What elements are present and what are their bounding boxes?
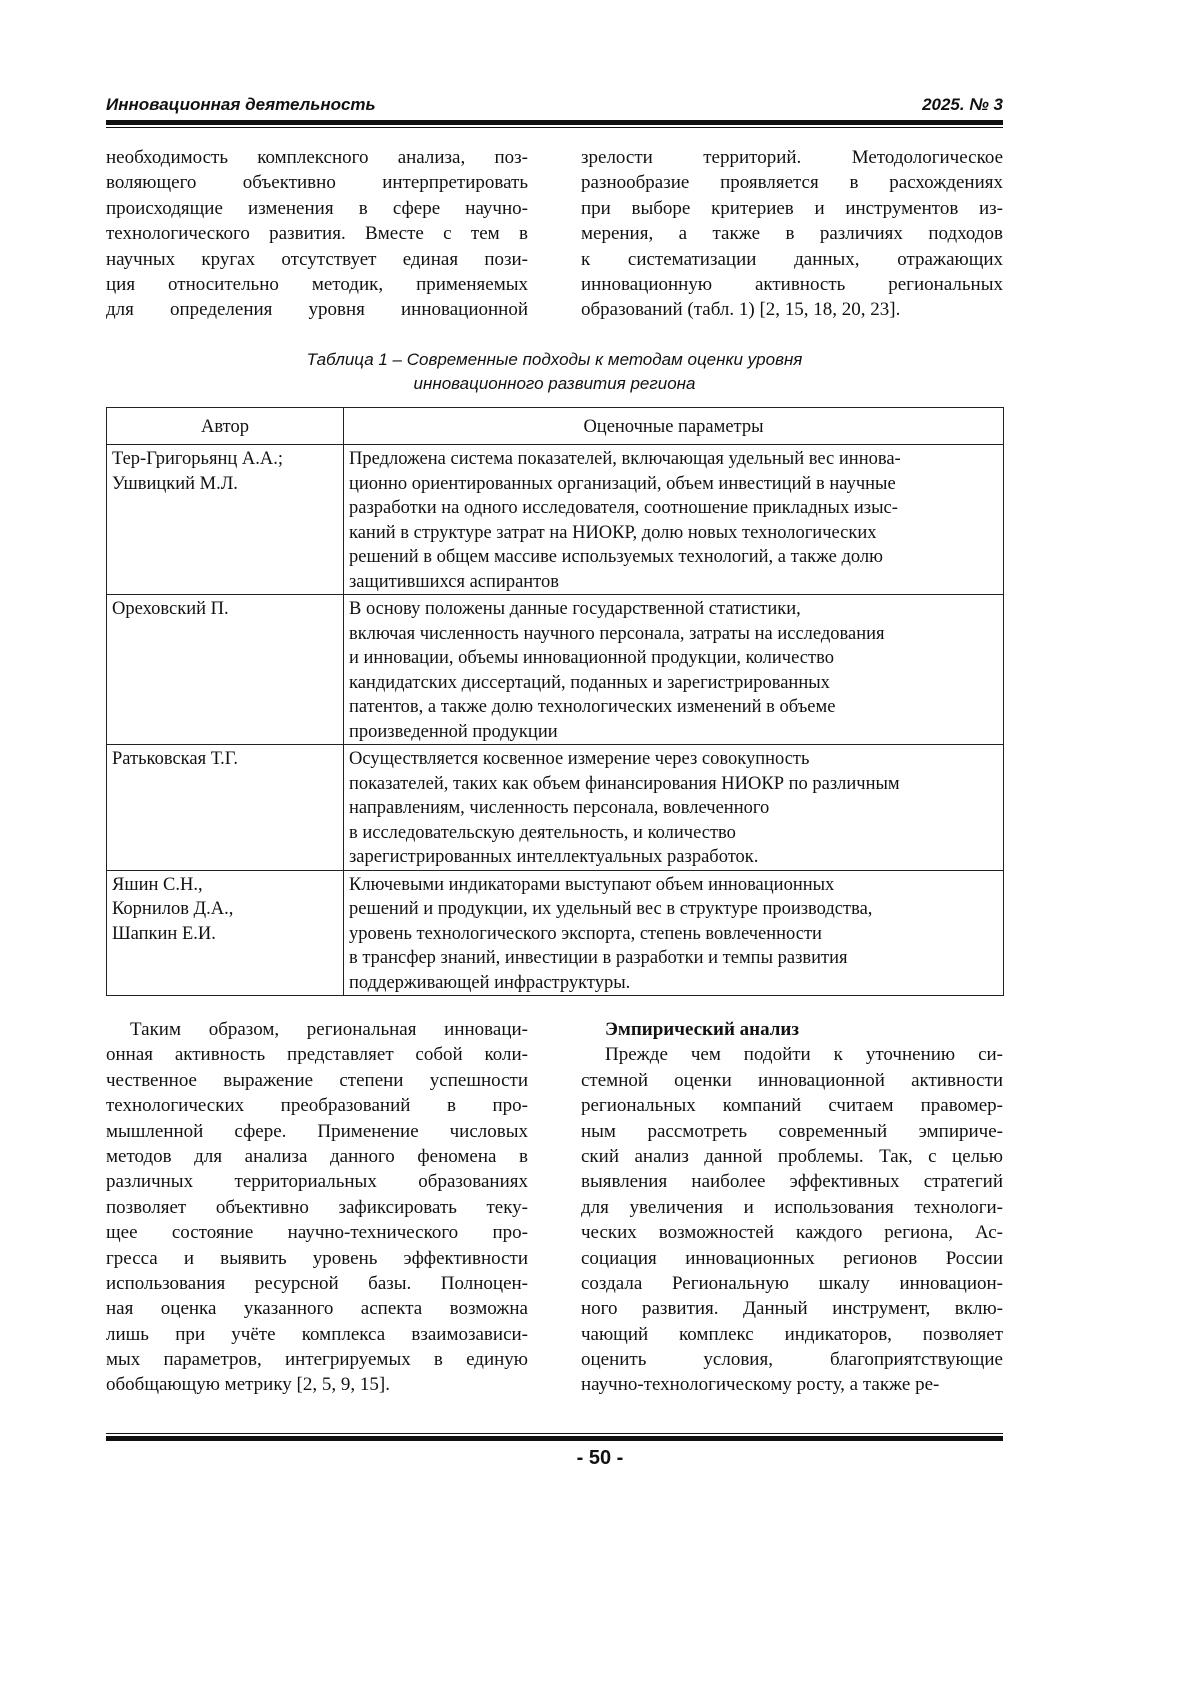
table-row — [107, 445, 1004, 595]
cell-line: разработки на одного исследователя, соотношение прикладных изыс- — [349, 496, 998, 521]
top-right-column — [581, 145, 1003, 323]
cell-line: Ореховский П. — [112, 597, 338, 622]
table-row — [107, 745, 1004, 871]
cell-line: показателей, таких как объем финансирования НИОКР по различным — [349, 772, 998, 797]
cell-line: патентов, а также долю технологических изменений в объеме — [349, 695, 998, 720]
cell-line: Корнилов Д.А., — [112, 897, 338, 922]
text-line: различных территориальных образованиях — [106, 1169, 528, 1194]
author-cell — [107, 595, 344, 745]
text-line: щее состояние научно-технического про- — [106, 1220, 528, 1245]
cell-line: Ушвицкий М.Л. — [112, 472, 338, 497]
text-line: мышленной сфере. Применение числовых — [106, 1119, 528, 1144]
author-cell — [107, 870, 344, 996]
text-line: гресса и выявить уровень эффективности — [106, 1246, 528, 1271]
cell-line: в исследовательскую деятельность, и количество — [349, 821, 998, 846]
text-line: происходящие изменения в сфере научно- — [106, 196, 528, 221]
cell-line: поддерживающей инфраструктуры. — [349, 971, 998, 996]
text-line: позволяет объективно зафиксировать теку- — [106, 1195, 528, 1220]
text-line: чающий комплекс индикаторов, позволяет — [581, 1322, 1003, 1347]
text-line: обобщающую метрику [2, 5, 9, 15]. — [106, 1372, 528, 1397]
text-line: необходимость комплексного анализа, поз- — [106, 145, 528, 170]
cell-line: В основу положены данные государственной статистики, — [349, 597, 998, 622]
running-header — [106, 95, 1003, 115]
footer-rule — [106, 1436, 1003, 1441]
text-line: ский анализ данной проблемы. Так, с целью — [581, 1144, 1003, 1169]
journal-title: Инновационная деятельность — [106, 95, 376, 114]
text-line: научных кругах отсутствует единая пози- — [106, 247, 528, 272]
cell-line: зарегистрированных интеллектуальных разработок. — [349, 845, 998, 870]
caption-line: инновационного развития региона — [106, 372, 1003, 396]
text-line: ческих возможностей каждого региона, Ас- — [581, 1220, 1003, 1245]
section-heading: Эмпирический анализ — [581, 1017, 1003, 1042]
text-line: зрелости территорий. Методологическое — [581, 145, 1003, 170]
cell-line: и инновации, объемы инновационной продукции, количество — [349, 646, 998, 671]
text-line: образований (табл. 1) [2, 15, 18, 20, 23]. — [581, 297, 1003, 322]
text-line: Прежде чем подойти к уточнению си- — [581, 1042, 1003, 1067]
page-number: - 50 - — [0, 1447, 1200, 1470]
text-line: ция относительно методик, применяемых — [106, 272, 528, 297]
cell-line: Предложена система показателей, включающая удельный вес иннова- — [349, 447, 998, 472]
text-line: стемной оценки инновационной активности — [581, 1068, 1003, 1093]
text-line: для увеличения и использования технологи- — [581, 1195, 1003, 1220]
cell-line: направлениям, численность персонала, вовлеченного — [349, 796, 998, 821]
cell-line: Шапкин Е.И. — [112, 922, 338, 947]
bottom-left-column — [106, 1017, 528, 1398]
header-rule — [106, 120, 1003, 125]
cell-line: Ратьковская Т.Г. — [112, 747, 338, 772]
cell-line: Яшин С.Н., — [112, 873, 338, 898]
top-left-column — [106, 145, 528, 323]
cell-line: произведенной продукции — [349, 720, 998, 745]
text-line: методов для анализа данного феномена в — [106, 1144, 528, 1169]
text-line: региональных компаний считаем правомер- — [581, 1093, 1003, 1118]
text-line: создала Региональную шкалу инновацион- — [581, 1271, 1003, 1296]
methods-table — [106, 407, 1004, 996]
text-line: технологического развития. Вместе с тем в — [106, 221, 528, 246]
cell-line: включая численность научного персонала, затраты на исследования — [349, 622, 998, 647]
author-cell — [107, 745, 344, 871]
text-line: ным рассмотреть современный эмпириче- — [581, 1119, 1003, 1144]
cell-line: в трансфер знаний, инвестиции в разработки и темпы развития — [349, 946, 998, 971]
cell-line: решений и продукции, их удельный вес в структуре производства, — [349, 897, 998, 922]
cell-line: Осуществляется косвенное измерение через совокупность — [349, 747, 998, 772]
text-line: ная оценка указанного аспекта возможна — [106, 1296, 528, 1321]
text-line: воляющего объективно интерпретировать — [106, 170, 528, 195]
text-line: чественное выражение степени успешности — [106, 1068, 528, 1093]
params-cell — [344, 745, 1004, 871]
header-params: Оценочные параметры — [344, 408, 1004, 445]
params-cell — [344, 445, 1004, 595]
text-line: инновационную активность региональных — [581, 272, 1003, 297]
text-line: использования ресурсной базы. Полноцен- — [106, 1271, 528, 1296]
footer-rule-thin — [106, 1433, 1003, 1434]
cell-line: защитившихся аспирантов — [349, 570, 998, 595]
text-line: оценить условия, благоприятствующие — [581, 1347, 1003, 1372]
text-line: Таким образом, региональная инноваци- — [106, 1017, 528, 1042]
text-line: технологических преобразований в про- — [106, 1093, 528, 1118]
text-line: научно-технологическому росту, а также ре- — [581, 1372, 1003, 1397]
table-row — [107, 595, 1004, 745]
cell-line: Тер-Григорьянц А.А.; — [112, 447, 338, 472]
text-line: к систематизации данных, отражающих — [581, 247, 1003, 272]
cell-line: ционно ориентированных организаций, объем инвестиций в научные — [349, 472, 998, 497]
cell-line: Ключевыми индикаторами выступают объем инновационных — [349, 873, 998, 898]
table-header-row — [107, 408, 1004, 445]
text-line: онная активность представляет собой коли- — [106, 1042, 528, 1067]
cell-line: каний в структуре затрат на НИОКР, долю новых технологических — [349, 521, 998, 546]
cell-line: решений в общем массиве используемых технологий, а также долю — [349, 545, 998, 570]
text-line: лишь при учёте комплекса взаимозависи- — [106, 1322, 528, 1347]
text-line: разнообразие проявляется в расхождениях — [581, 170, 1003, 195]
table-row — [107, 870, 1004, 996]
params-cell — [344, 870, 1004, 996]
caption-line: Таблица 1 – Современные подходы к методам оценки уровня — [106, 348, 1003, 372]
text-line: ного развития. Данный инструмент, вклю- — [581, 1296, 1003, 1321]
issue-number: 2025. № 3 — [922, 95, 1003, 115]
cell-line: кандидатских диссертаций, поданных и зарегистрированных — [349, 671, 998, 696]
table-caption — [106, 348, 1003, 396]
bottom-right-column — [581, 1017, 1003, 1398]
params-cell — [344, 595, 1004, 745]
header-rule-thin — [106, 127, 1003, 128]
author-cell — [107, 445, 344, 595]
section-body — [581, 1042, 1003, 1397]
text-line: мерения, а также в различиях подходов — [581, 221, 1003, 246]
header-author: Автор — [107, 408, 344, 445]
text-line: социация инновационных регионов России — [581, 1246, 1003, 1271]
cell-line: уровень технологического экспорта, степень вовлеченности — [349, 922, 998, 947]
text-line: выявления наиболее эффективных стратегий — [581, 1169, 1003, 1194]
text-line: для определения уровня инновационной — [106, 297, 528, 322]
text-line: при выборе критериев и инструментов из- — [581, 196, 1003, 221]
text-line: мых параметров, интегрируемых в единую — [106, 1347, 528, 1372]
